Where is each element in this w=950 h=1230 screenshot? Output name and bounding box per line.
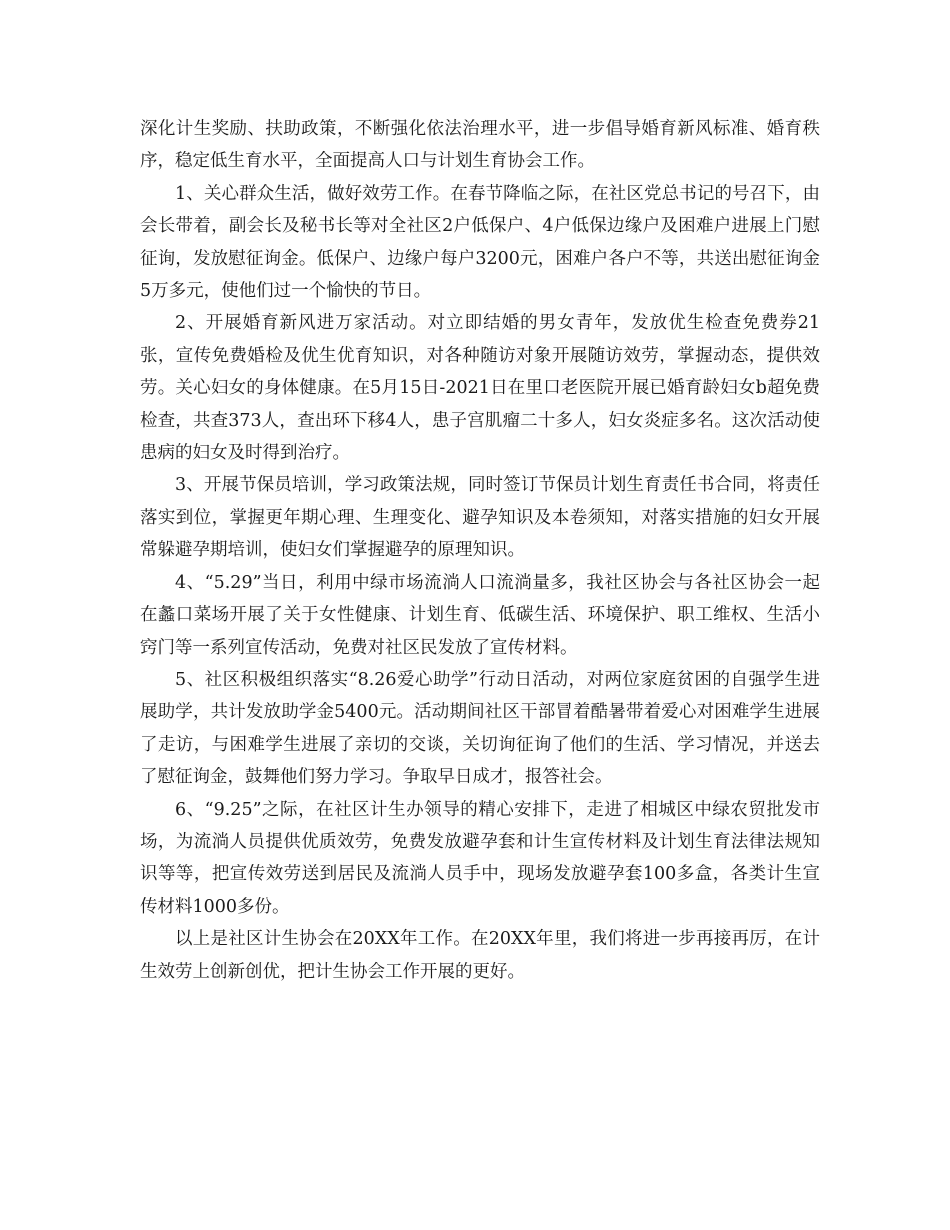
document-body (140, 113, 820, 988)
paragraph-item-6: 6、“9.25”之际，在社区计生办领导的精心安排下，走进了相城区中绿农贸批发市场，为流淌人员提供优质效劳，免费发放避孕套和计生宣传材料及计划生育法律法规知识等等，把宣传效劳送到居民及流淌人员手中，现场发放避孕套100多盒，各类计生宣传材料1000多份。 (140, 799, 820, 917)
paragraph-continued: 深化计生奖励、扶助政策，不断强化依法治理水平，进一步倡导婚育新风标准、婚育秩序，稳定低生育水平，全面提高人口与计划生育协会工作。 (140, 119, 820, 172)
paragraph-item-1: 1、关心群众生活，做好效劳工作。在春节降临之际，在社区党总书记的号召下，由会长带着，副会长及秘书长等对全社区2户低保户、4户低保边缘户及困难户进展上门慰征询，发放慰征询金。低保户、边缘户每户3200元，困难户各户不等，共送出慰征询金5万多元，使他们过一个愉快的节日。 (140, 183, 820, 302)
paragraph-conclusion: 以上是社区计生协会在20XX年工作。在20XX年里，我们将进一步再接再厉，在计生效劳上创新创优，把计生协会工作开展的更好。 (140, 929, 820, 982)
paragraph-item-4: 4、“5.29”当日，利用中绿市场流淌人口流淌量多，我社区协会与各社区协会一起在蠡口菜场开展了关于女性健康、计划生育、低碳生活、环境保护、职工维权、生活小窍门等一系列宣传活动，免费对社区民发放了宣传材料。 (140, 572, 820, 658)
paragraph-item-5: 5、社区积极组织落实“8.26爱心助学”行动日活动，对两位家庭贫困的自强学生进展助学，共计发放助学金5400元。活动期间社区干部冒着酷暑带着爱心对困难学生进展了走访，与困难学生进展了亲切的交谈，关切询征询了他们的生活、学习情况，并送去了慰征询金，鼓舞他们努力学习。争取早日成才，报答社会。 (140, 669, 820, 788)
paragraph-item-3: 3、开展节保员培训，学习政策法规，同时签订节保员计划生育责任书合同，将责任落实到位，掌握更年期心理、生理变化、避孕知识及本卷须知，对落实措施的妇女开展常躲避孕期培训，使妇女们掌握避孕的原理知识。 (140, 475, 820, 561)
paragraph-item-2: 2、开展婚育新风进万家活动。对立即结婚的男女青年，发放优生检查免费券21张，宣传免费婚检及优生优育知识，对各种随访对象开展随访效劳，掌握动态，提供效劳。关心妇女的身体健康。在5月15日-2021日在里口老医院开展已婚育龄妇女b超免费检查，共查373人，查出环下移4人，患子宫肌瘤二十多人，妇女炎症多名。这次活动使患病的妇女及时得到治疗。 (140, 313, 820, 464)
